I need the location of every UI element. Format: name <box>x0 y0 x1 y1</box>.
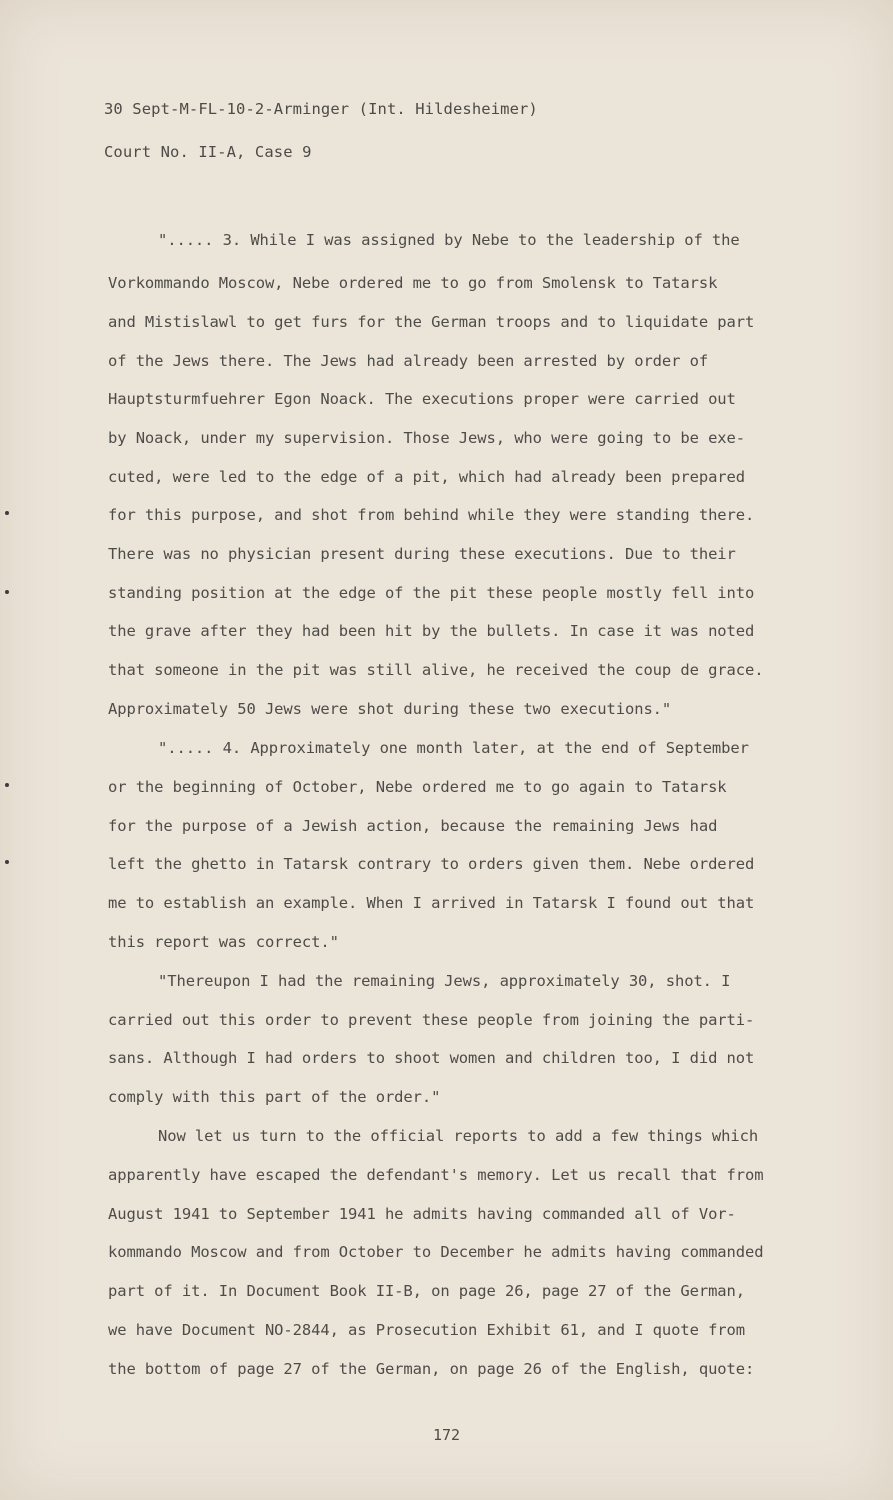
text-line: the bottom of page 27 of the German, on page 26 of the English, quote: <box>108 1360 755 1378</box>
text-line: or the beginning of October, Nebe ordered me to go again to Tatarsk <box>108 778 727 796</box>
text-line: "..... 3. While I was assigned by Nebe to the leadership of the <box>158 231 740 249</box>
text-line: part of it. In Document Book II-B, on page 26, page 27 of the German, <box>108 1282 745 1300</box>
text-line: apparently have escaped the defendant's memory. Let us recall that from <box>108 1166 764 1184</box>
text-line: the grave after they had been hit by the bullets. In case it was noted <box>108 622 755 640</box>
text-line: "..... 4. Approximately one month later, at the end of September <box>158 739 749 757</box>
text-line: for this purpose, and shot from behind while they were standing there. <box>108 506 755 524</box>
text-line: There was no physician present during these executions. Due to their <box>108 545 736 563</box>
binding-mark <box>5 860 9 864</box>
text-line: that someone in the pit was still alive, he received the coup de grace. <box>108 661 764 679</box>
text-line: Now let us turn to the official reports to add a few things which <box>158 1127 759 1145</box>
text-line: me to establish an example. When I arrived in Tatarsk I found out that <box>108 894 755 912</box>
text-line: this report was correct." <box>108 933 339 951</box>
text-line: for the purpose of a Jewish action, because the remaining Jews had <box>108 817 718 835</box>
document-reference-header: 30 Sept-M-FL-10-2-Arminger (Int. Hildesheimer) <box>104 100 538 118</box>
text-line: Hauptsturmfuehrer Egon Noack. The executions proper were carried out <box>108 390 736 408</box>
text-line: by Noack, under my supervision. Those Jews, who were going to be exe- <box>108 429 745 447</box>
binding-mark <box>5 590 9 594</box>
text-line: August 1941 to September 1941 he admits having commanded all of Vor- <box>108 1205 736 1223</box>
binding-mark <box>5 783 9 787</box>
text-line: standing position at the edge of the pit these people mostly fell into <box>108 584 755 602</box>
text-line: carried out this order to prevent these people from joining the parti- <box>108 1011 755 1029</box>
binding-mark <box>5 511 9 515</box>
text-line: cuted, were led to the edge of a pit, which had already been prepared <box>108 468 745 486</box>
text-line: Approximately 50 Jews were shot during these two executions." <box>108 700 672 718</box>
page-number: 172 <box>432 1426 461 1444</box>
text-line: left the ghetto in Tatarsk contrary to orders given them. Nebe ordered <box>108 855 755 873</box>
text-line: sans. Although I had orders to shoot women and children too, I did not <box>108 1049 755 1067</box>
court-case-header: Court No. II-A, Case 9 <box>104 143 312 161</box>
text-line: Vorkommando Moscow, Nebe ordered me to go from Smolensk to Tatarsk <box>108 274 718 292</box>
text-line: of the Jews there. The Jews had already been arrested by order of <box>108 352 709 370</box>
text-line: "Thereupon I had the remaining Jews, approximately 30, shot. I <box>158 972 731 990</box>
text-line: we have Document NO-2844, as Prosecution Exhibit 61, and I quote from <box>108 1321 745 1339</box>
text-line: kommando Moscow and from October to December he admits having commanded <box>108 1243 764 1261</box>
text-line: comply with this part of the order." <box>108 1088 441 1106</box>
text-line: and Mistislawl to get furs for the German troops and to liquidate part <box>108 313 755 331</box>
